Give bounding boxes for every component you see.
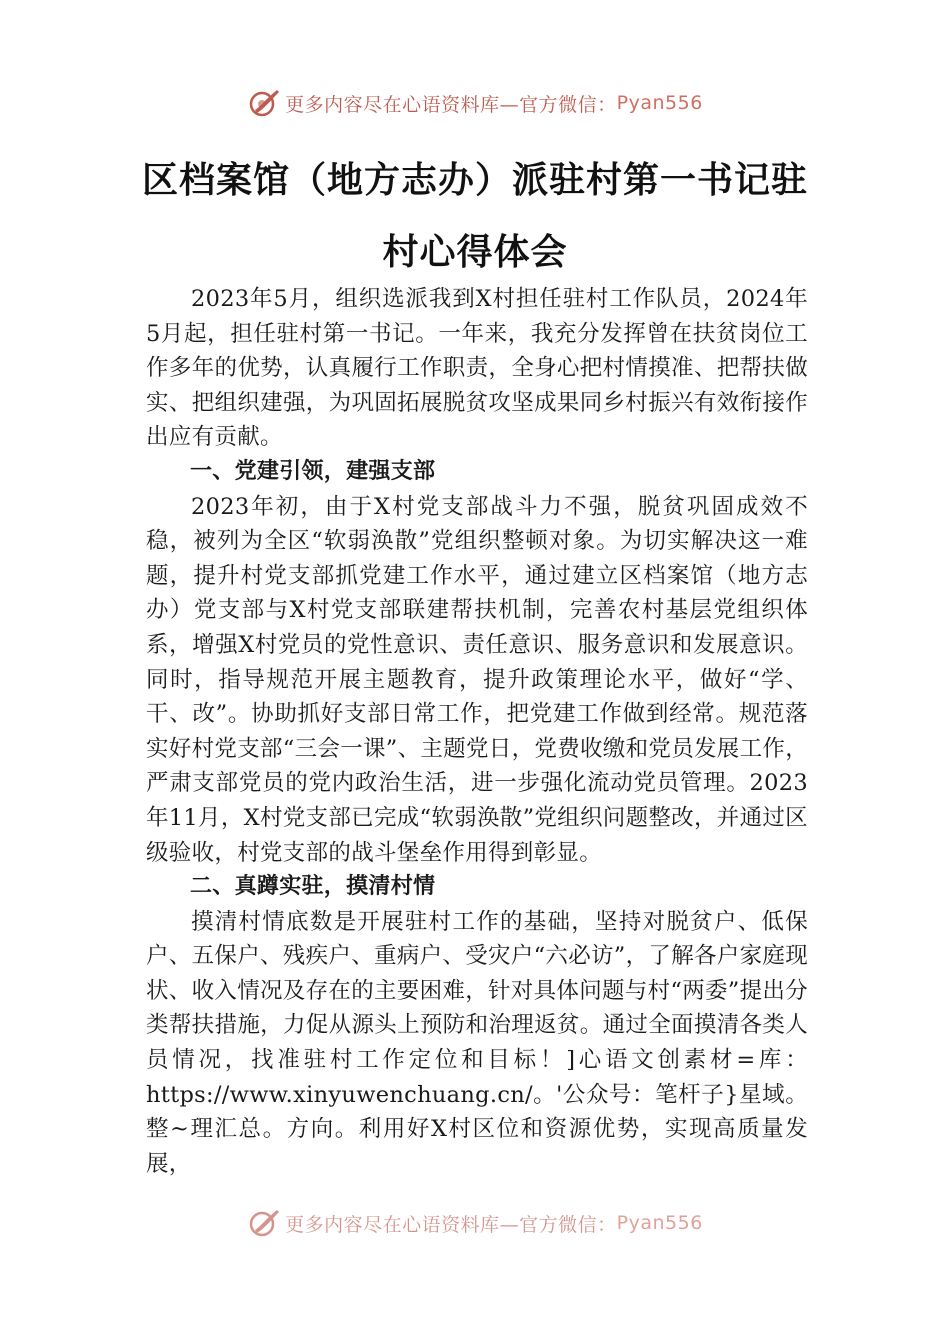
section1-heading: 一、党建引领，建强支部 — [190, 458, 436, 484]
section1-paragraph: 2023年初，由于X村党支部战斗力不强，脱贫巩固成效不稳，被列为全区“软弱涣散”党组织整顿对象。为切实解决这一难题，提升村党支部抓党建工作水平，通过建立区档案馆（地方志办）党支部与X村党支部联建帮扶机制，完善农村基层党组织体系，增强X村党员的党性意识、责任意识、服务意识和发展意识。同时，指导规范开展主题教育，提升政策理论水平，做好“学、干、改”。协助抓好支部日常工作，把党建工作做到经常。规范落实好村党支部“三会一课”、主题党日，党费收缴和党员发展工作，严肃支部党员的党内政治生活，进一步强化流动党员管理。2023年11月，X村党支部已完成“软弱涣散”党组织问题整改，并通过区级验收，村党支部的战斗堡垒作用得到彰显。 — [146, 493, 809, 866]
section2-heading: 二、真蹲实驻，摸清村情 — [190, 874, 436, 900]
document-title-line2: 村心得体会 — [382, 232, 568, 273]
brush-logo-icon — [247, 86, 281, 120]
watermark-wechat-id: Pyan556 — [616, 1212, 703, 1234]
watermark-text: 更多内容尽在心语资料库—官方微信： — [285, 1213, 617, 1236]
watermark-wechat-id: Pyan556 — [616, 92, 703, 114]
section2-paragraph: 摸清村情底数是开展驻村工作的基础，坚持对脱贫户、低保户、五保户、残疾户、重病户、受灾户“六必访”，了解各户家庭现状、收入情况及存在的主要困难，针对具体问题与村“两委”提出分类帮扶措施，力促从源头上预防和治理返贫。通过全面摸清各类人员情况，找准驻村工作定位和目标！]心语文创素材=库：https://www.xinyuwenchuang.cn/。'公众号：笔杆子}星域。整~理汇总。方向。利用好X村区位和资源优势，实现高质量发展， — [146, 908, 809, 1177]
document-body — [146, 282, 808, 1181]
watermark-header — [0, 86, 950, 120]
watermark-text: 更多内容尽在心语资料库—官方微信： — [285, 93, 617, 116]
intro-paragraph: 2023年5月，组织选派我到X村担任驻村工作队员，2024年5月起，担任驻村第一书记。一年来，我充分发挥曾在扶贫岗位工作多年的优势，认真履行工作职责，全身心把村情摸准、把帮扶做实、把组织建强，为巩固拓展脱贫攻坚成果同乡村振兴有效衔接作出应有贡献。 — [146, 286, 808, 451]
watermark-footer — [0, 1206, 950, 1240]
document-title-line1: 区档案馆（地方志办）派驻村第一书记驻 — [141, 160, 808, 201]
brush-logo-icon — [247, 1206, 281, 1240]
